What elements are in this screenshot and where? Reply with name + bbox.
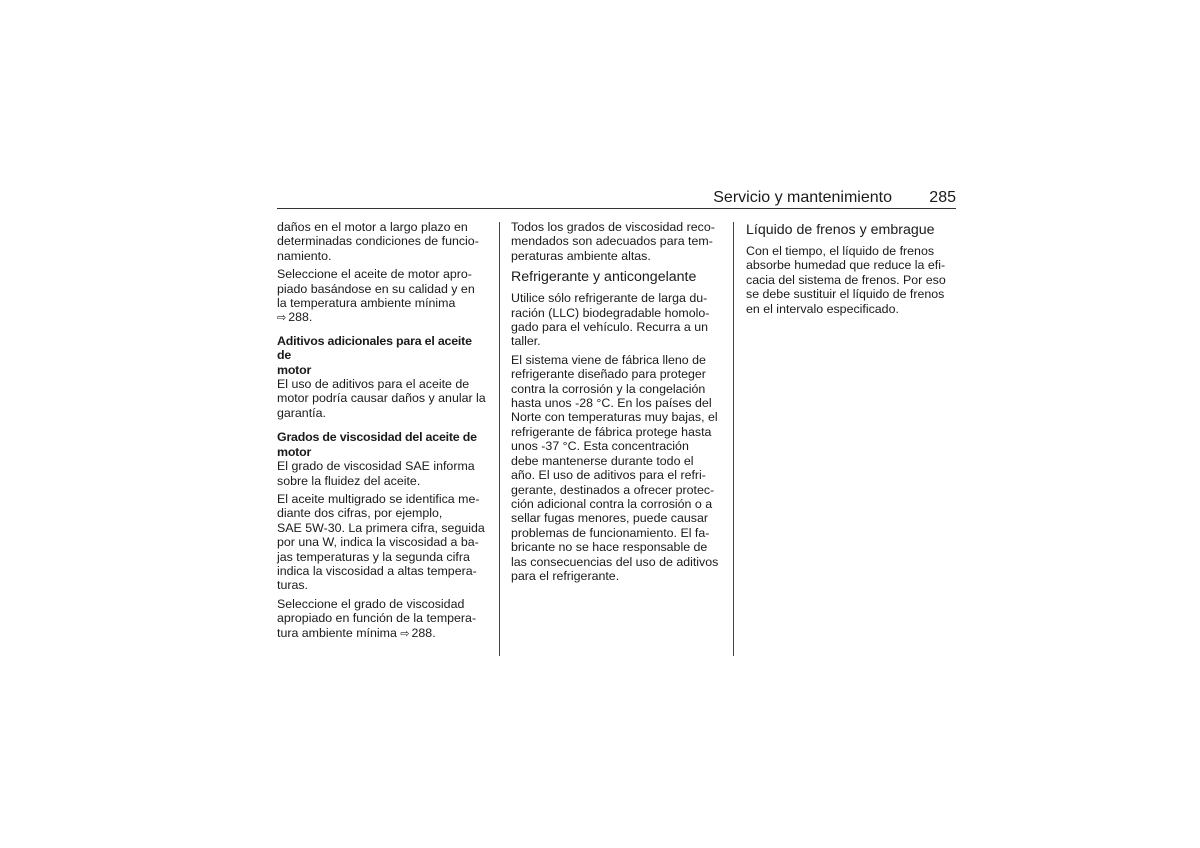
viscosity-paragraph-2: El aceite multigrado se identifica me‐ diante dos cifras, por ejemplo, SAE 5W-30. La primera cifra, seguida por una W, indica la viscosidad a ba‐ jas temperaturas y la segunda cifra indica la viscosidad a altas tempera‐ turas. [277,491,485,593]
section-title: Servicio y mantenimiento [713,189,892,206]
viscosity-heading: Grados de viscosidad del aceite de motor [277,430,477,459]
arrow-reference-icon: ⇨ [400,627,410,640]
viscosity-paragraph-3: Seleccione el grado de viscosidad apropiado en función de la tempera‐ tura ambiente mínima ⇨ 288. [277,596,477,640]
column-2 [511,220,725,587]
coolant-paragraph-2: El sistema viene de fábrica lleno de refrigerante diseñado para proteger contra la corrosión y la congelación hasta unos -28 °C. En los países del Norte con temperaturas muy bajas, el refrigerante de fábrica protege hasta unos -37 °C. Esta concentración debe mantenerse durante todo el año. El uso de aditivos para el refri‐ gerante, destinados a ofrecer protec‐ ción adicional contra la corrosión o a sellar fugas menores, puede causar problemas de funcionamiento. El fa‐ bricante no se hace responsable de las consecuencias del uso de aditivos para el refrigerante. [511,352,719,583]
intro-paragraph: Todos los grados de viscosidad reco‐ mendados son adecuados para tem‐ peraturas ambiente altas. [511,220,715,263]
intro-paragraph: daños en el motor a largo plazo en determinadas condiciones de funcio‐ namiento. [277,220,479,263]
page-reference-link[interactable]: 288. [288,310,313,325]
viscosity-paragraph-1: El grado de viscosidad SAE informa sobre la fluidez del aceite. [277,459,475,488]
brake-fluid-heading: Líquido de frenos y embrague [746,222,935,238]
page-header [277,188,956,209]
column-3 [746,220,956,320]
column-1 [277,220,489,645]
additives-paragraph: El uso de aditivos para el aceite de motor podría causar daños y anular la garantía. [277,377,486,420]
page-number: 285 [929,189,956,206]
coolant-heading: Refrigerante y anticongelante [511,269,697,286]
select-oil-paragraph: Seleccione el aceite de motor apro‐ piado basándose en su calidad y en la temperatura ambiente mínima ⇨ 288. [277,267,475,325]
column-divider [733,222,734,656]
arrow-reference-icon: ⇨ [277,312,287,325]
brake-fluid-paragraph: Con el tiempo, el líquido de frenos absorbe humedad que reduce la efi‐ cacia del sistema de frenos. Por eso se debe sustituir el líquido de frenos en el intervalo especificado. [746,244,946,316]
column-divider [499,222,500,656]
coolant-paragraph-1: Utilice sólo refrigerante de larga du‐ ración (LLC) biodegradable homolo‐ gado para el vehículo. Recurra a un taller. [511,291,710,349]
additives-heading: Aditivos adicionales para el aceite de motor [277,333,472,377]
page-reference-link[interactable]: 288. [411,625,436,640]
